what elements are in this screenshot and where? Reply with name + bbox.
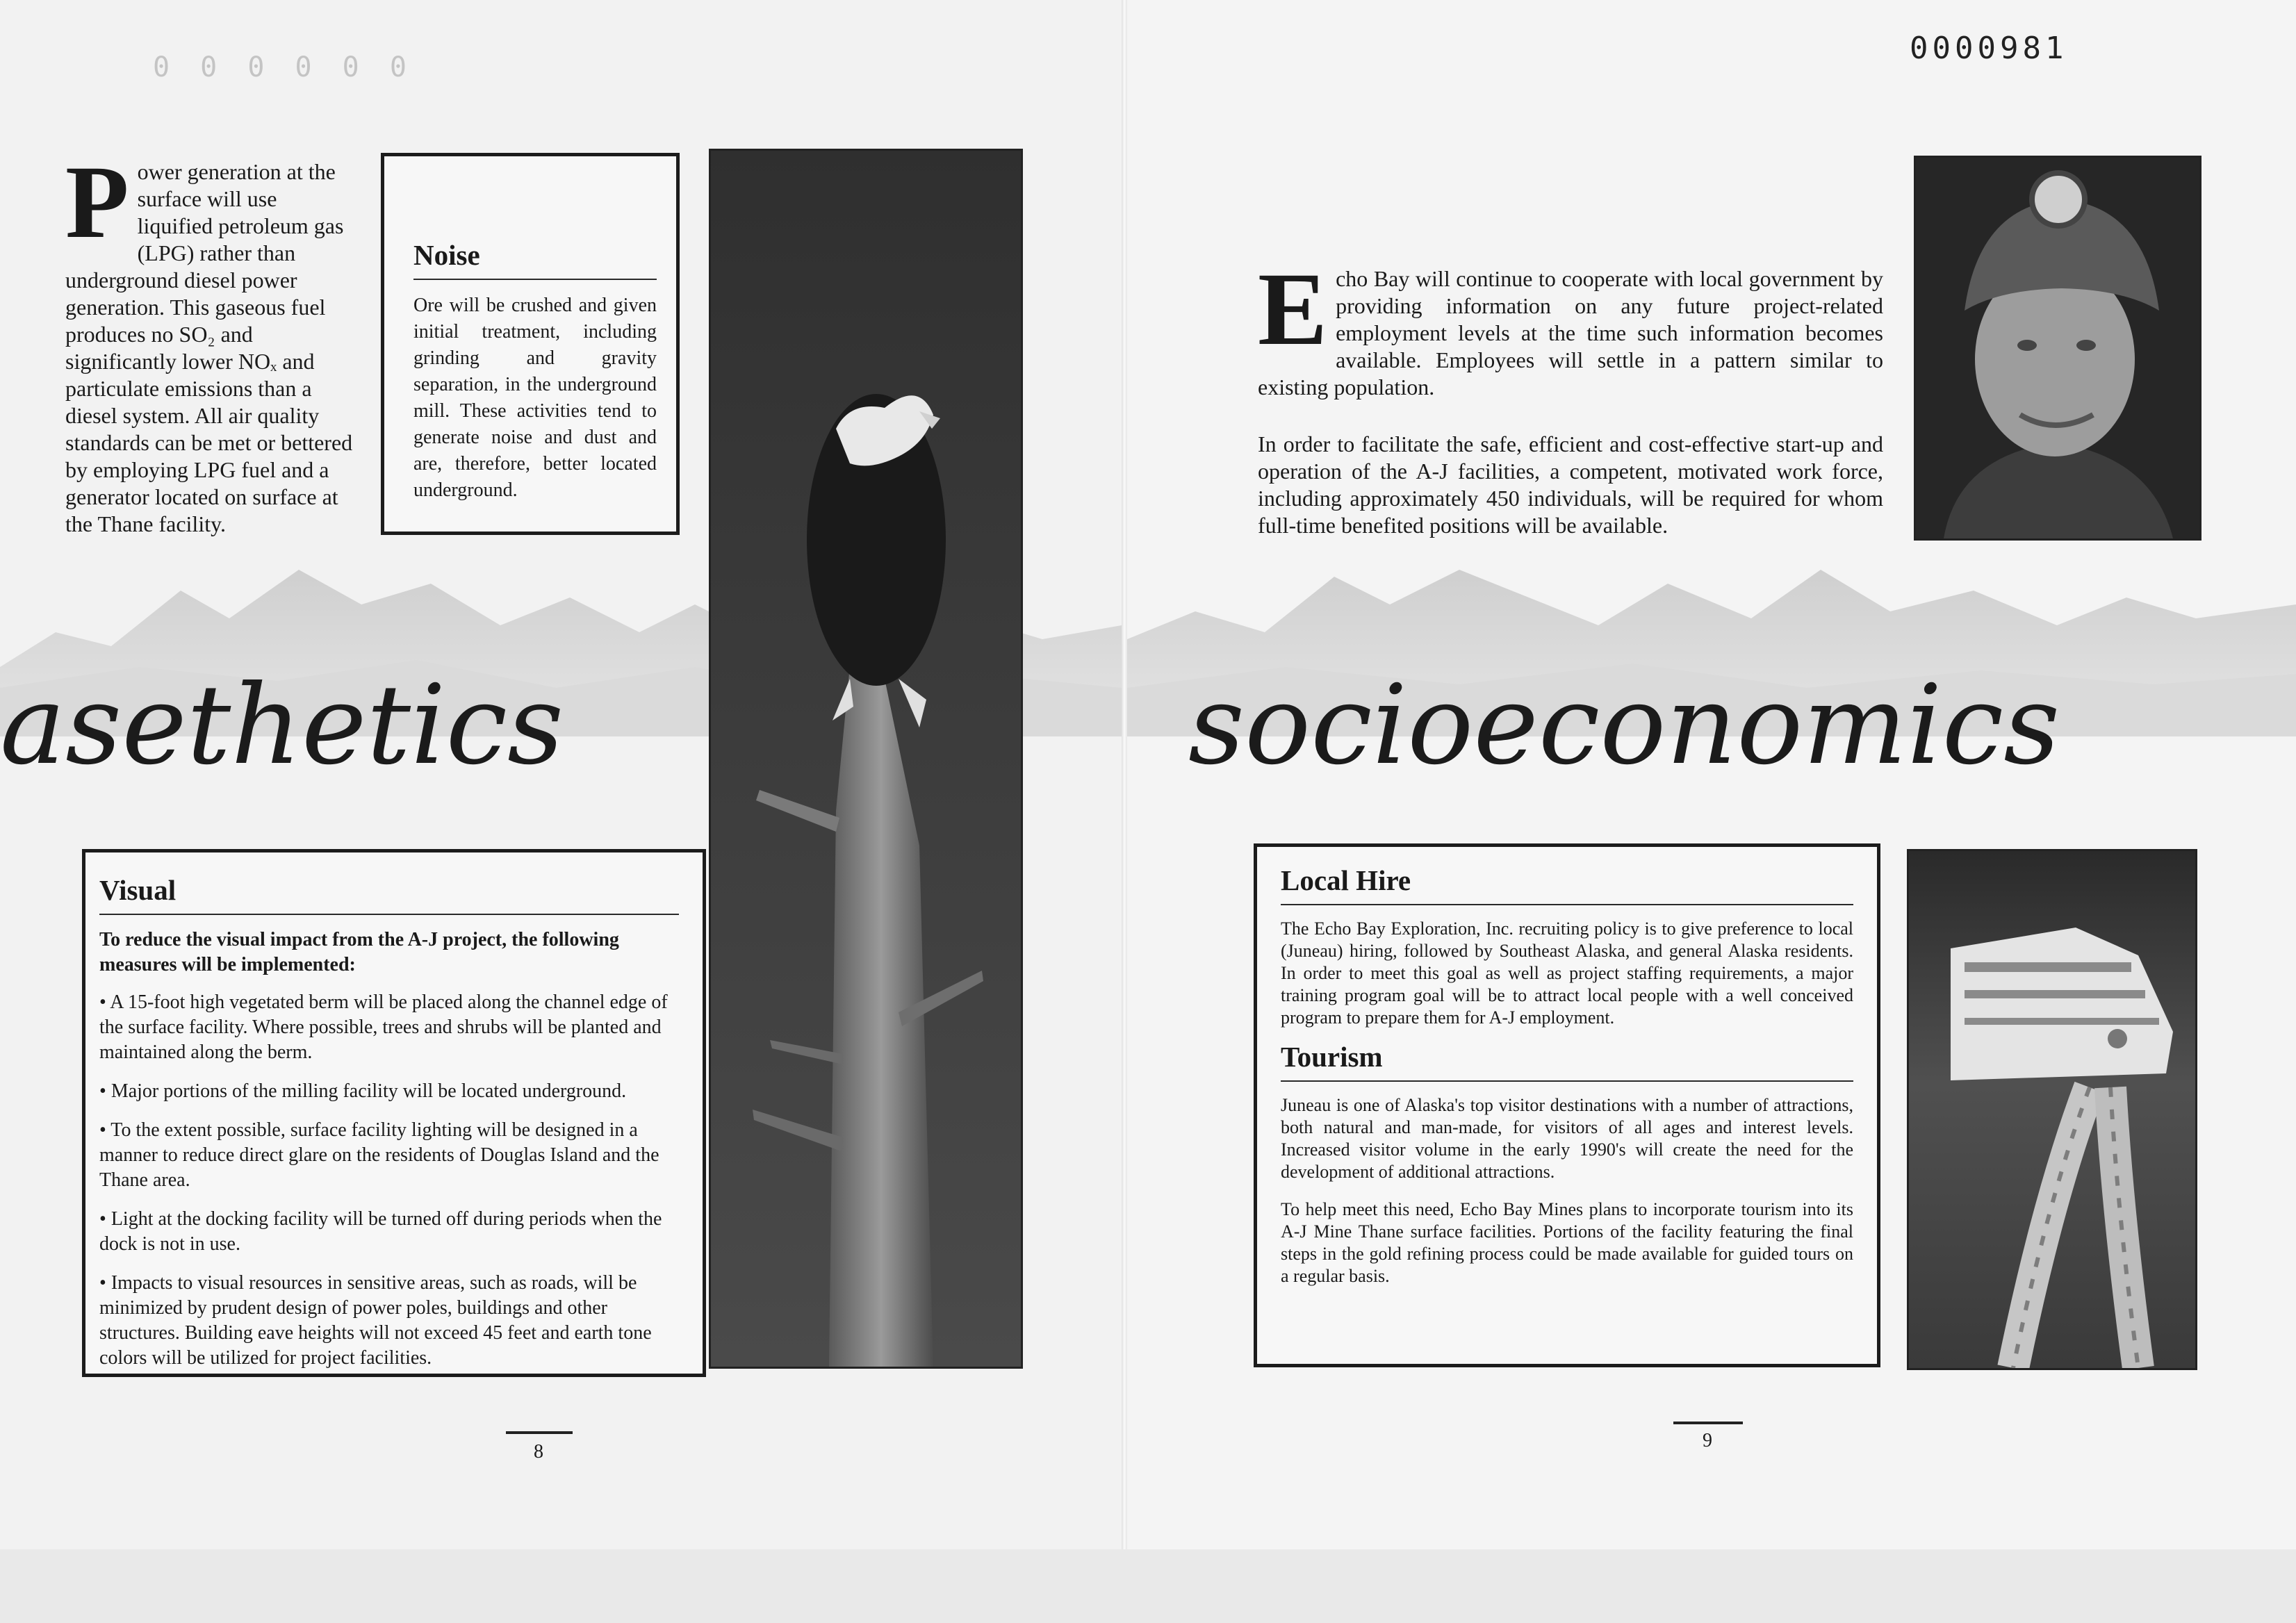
visual-bullet: • Light at the docking facility will be turned off during periods when the dock is not in use. [99,1208,662,1255]
page-number-rule [506,1431,573,1434]
page-number-right: 9 [1703,1430,1712,1451]
dropcap-p: P [65,145,129,260]
miner-portrait-icon [1916,158,2199,538]
document-number: 0000981 [1910,31,2068,66]
miner-photo [1914,156,2201,541]
visual-bullet: • To the extent possible, surface facility lighting will be designed in a manner to reduce direct glare on the residents of Douglas Island and the Thane area. [99,1119,659,1191]
tourism-body-1: Juneau is one of Alaska's top visitor destinations with a number of attractions, both natural and man-made, for visitors of all ages and interest levels. Increased visitor volume in the early 1990's will create the need for the development of additional attractions. [1281,1095,1853,1182]
socioeconomics-heading: socioeconomics [1188,661,2060,789]
local-hire-box [1254,843,1880,1367]
tourism-rule [1281,1080,1853,1082]
visual-bullet-text: Impacts to visual resources in sensitive areas, such as roads, will be minimized by prudent design of power poles, buildings and other structures. Building eave heights will not exceed 45 feet and earth tone colors will be utilized for project facilities. [99,1272,652,1369]
right-intro-text: cho Bay will continue to cooperate with local government by providing information on any future project-related employment levels at the time such information becomes available. Employees will settle in a pattern similar to existing population. [1258,266,1883,399]
visual-bullet-text: Major portions of the milling facility will be located underground. [110,1080,627,1102]
tourism-title: Tourism [1281,1041,1383,1073]
local-hire-title: Local Hire [1281,864,1411,896]
right-para-2: In order to facilitate the safe, efficient and cost-effective start-up and operation of the A-J facilities, a competent, motivated work force, including approximately 450 individuals, will be required for whom full-time benefited positions will be available. [1258,431,1883,538]
page-number-left: 8 [534,1441,543,1463]
faint-stamp: 0 0 0 0 0 0 [153,51,413,83]
visual-bullet: • Impacts to visual resources in sensitive areas, such as roads, will be minimized by prudent design of power poles, buildings and other structures. Building eave heights will not exceed 45 feet and earth tone colors will be utilized for project facilities. [99,1272,652,1369]
local-hire-rule [1281,904,1853,905]
right-intro [1258,252,1883,401]
visual-bullet-text: A 15-foot high vegetated berm will be placed along the channel edge of the surface facility. Where possible, trees and shrubs will be planted and maintained along the berm. [99,991,668,1063]
visual-bullet: • Major portions of the milling facility will be located underground. [99,1080,627,1102]
scan-margin [0,1549,2296,1623]
visual-bullet-text: Light at the docking facility will be turned off during periods when the dock is not in use. [99,1208,662,1255]
local-hire-body: The Echo Bay Exploration, Inc. recruiting policy is to give preference to local (Juneau) hiring, followed by Southeast Alaska, and general Alaska residents. In order to meet this goal as well as project staffing requirements, a major training program goal will be to attract local people with a well conceived program to prepare them for A-J employment. [1281,918,1853,1028]
eagle-photo [709,149,1023,1369]
page-number-rule [1673,1422,1743,1424]
left-intro [65,145,357,538]
visual-intro: To reduce the visual impact from the A-J project, the following measures will be implemented: [99,929,619,975]
noise-body: Ore will be crushed and given initial treatment, including grinding and gravity separation, in the underground mill. These activities tend to generate noise and dust and are, therefore, better located underground. [413,295,657,501]
cruise-ship-photo [1907,849,2197,1370]
left-intro-text: ower generation at the surface will use liquified petroleum gas (LPG) rather than underground diesel power generation. This gaseous fuel produces no SO₂ and significantly lower NOₓ and particulate emissions than a diesel system. All air quality standards can be met or bettered by employing LPG fuel and a generator located on surface at the Thane facility. [65,159,353,536]
eagle-icon [711,151,1021,1367]
page-gutter [1122,0,1127,1549]
visual-bullet: • A 15-foot high vegetated berm will be placed along the channel edge of the surface facility. Where possible, trees and shrubs will be planted and maintained along the berm. [99,991,668,1063]
cruise-ship-icon [1909,851,2195,1368]
tourism-body-2: To help meet this need, Echo Bay Mines plans to incorporate tourism into its A-J Mine Thane surface facilities. Portions of the facility featuring the final steps in the gold refining process could be made available for guided tours on a regular basis. [1281,1199,1853,1286]
noise-box [381,153,680,535]
aesthetics-heading: asethetics [0,661,564,789]
visual-box [82,849,706,1377]
noise-rule [413,279,657,280]
visual-title: Visual [99,874,177,906]
visual-bullet-text: To the extent possible, surface facility lighting will be designed in a manner to reduce direct glare on the residents of Douglas Island and the Thane area. [99,1119,659,1191]
noise-title: Noise [413,239,480,271]
dropcap-e: E [1258,252,1328,367]
visual-rule [99,914,679,915]
